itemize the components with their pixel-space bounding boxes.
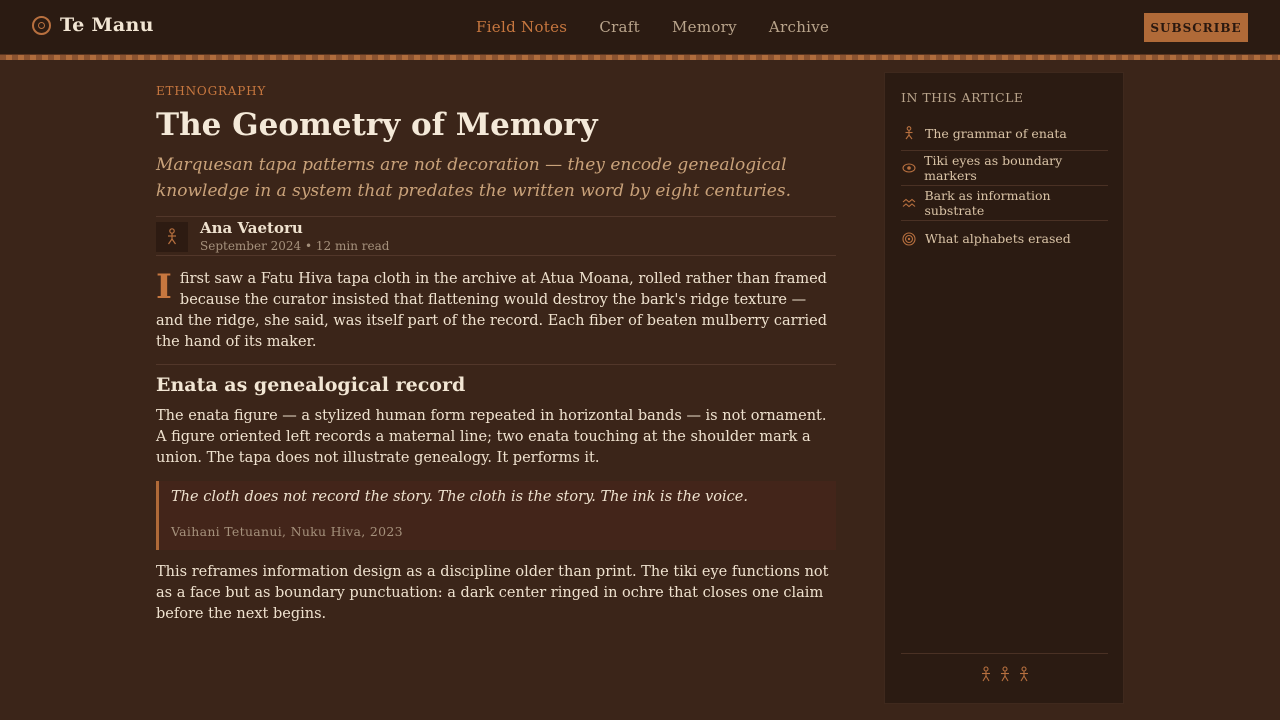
subscribe-button[interactable]: SUBSCRIBE [1144,13,1248,42]
lead-paragraph [156,269,836,353]
nav-archive[interactable]: Archive [768,18,830,36]
main-nav [476,18,861,36]
article-title: The Geometry of Memory [156,107,598,143]
toc-item[interactable] [901,186,1108,221]
brand-name: Te Manu [60,14,154,36]
concentric-circle-icon [32,16,51,35]
toc-item[interactable] [901,151,1108,186]
body-paragraph: The enata figure — a stylized human form repeated in horizontal bands — is not ornament. A figure oriented left records a maternal line; two enata touching at the shoulder mark a union. The tapa does not illustrate genealogy. It performs it. [156,408,827,466]
toc-item-label: Bark as information substrate [924,188,1051,218]
enata-figure-icon [166,228,178,246]
lead-text: first saw a Fatu Hiva tapa cloth in the archive at Atua Moana, rolled rather than framed because the curator insisted that flattening would destroy the bark's ridge texture — and the ridge, she said, was itself part of the record. Each fiber of beaten mulberry carried the hand of its maker. [156,271,828,350]
brand[interactable] [32,14,154,36]
author-name[interactable]: Ana Vaetoru [200,219,303,237]
quote-text: The cloth does not record the story. The cloth is the story. The ink is the voice. [171,489,748,505]
article-meta: September 2024 • 12 min read [200,239,390,253]
quote-attribution: Vaihani Tetuanui, Nuku Hiva, 2023 [171,524,403,539]
enata-figure-icon [901,125,917,141]
body-paragraph: This reframes information design as a discipline older than print. The tiki eye functions not as a face but as boundary punctuation: a dark center ringed in ochre that closes one claim before the next begins. [156,564,829,622]
nav-craft[interactable]: Craft [599,18,640,36]
toc-item-label: What alphabets erased [925,231,1071,246]
sidebar-ornament [901,653,1108,693]
section-divider [156,364,836,365]
header-pattern-stripe [0,54,1280,60]
toc-item-label: The grammar of enata [925,125,1067,141]
byline [156,216,836,256]
toc-item-label: Tiki eyes as boundary markers [924,153,1063,183]
pull-quote [156,481,836,550]
toc-list [901,116,1108,256]
article-kicker[interactable]: ETHNOGRAPHY [156,84,267,98]
article-dek: Marquesan tapa patterns are not decoration — they encode genealogical knowledge in a system that predates the written word by eight centuries. [156,155,791,201]
target-icon [901,231,917,247]
enata-row-icon [978,666,1032,682]
drop-cap: I [156,267,172,307]
article [156,84,836,625]
section-heading: Enata as genealogical record [156,374,466,396]
toc-item[interactable] [901,221,1108,256]
toc-title: IN THIS ARTICLE [901,90,1024,105]
nav-field-notes[interactable]: Field Notes [476,18,568,36]
site-header [0,0,1280,54]
table-of-contents [884,72,1124,704]
tiki-eye-icon [901,160,916,176]
author-avatar[interactable] [156,222,188,252]
toc-item[interactable] [901,116,1108,151]
wave-icon [901,195,916,211]
nav-memory[interactable]: Memory [671,18,737,36]
